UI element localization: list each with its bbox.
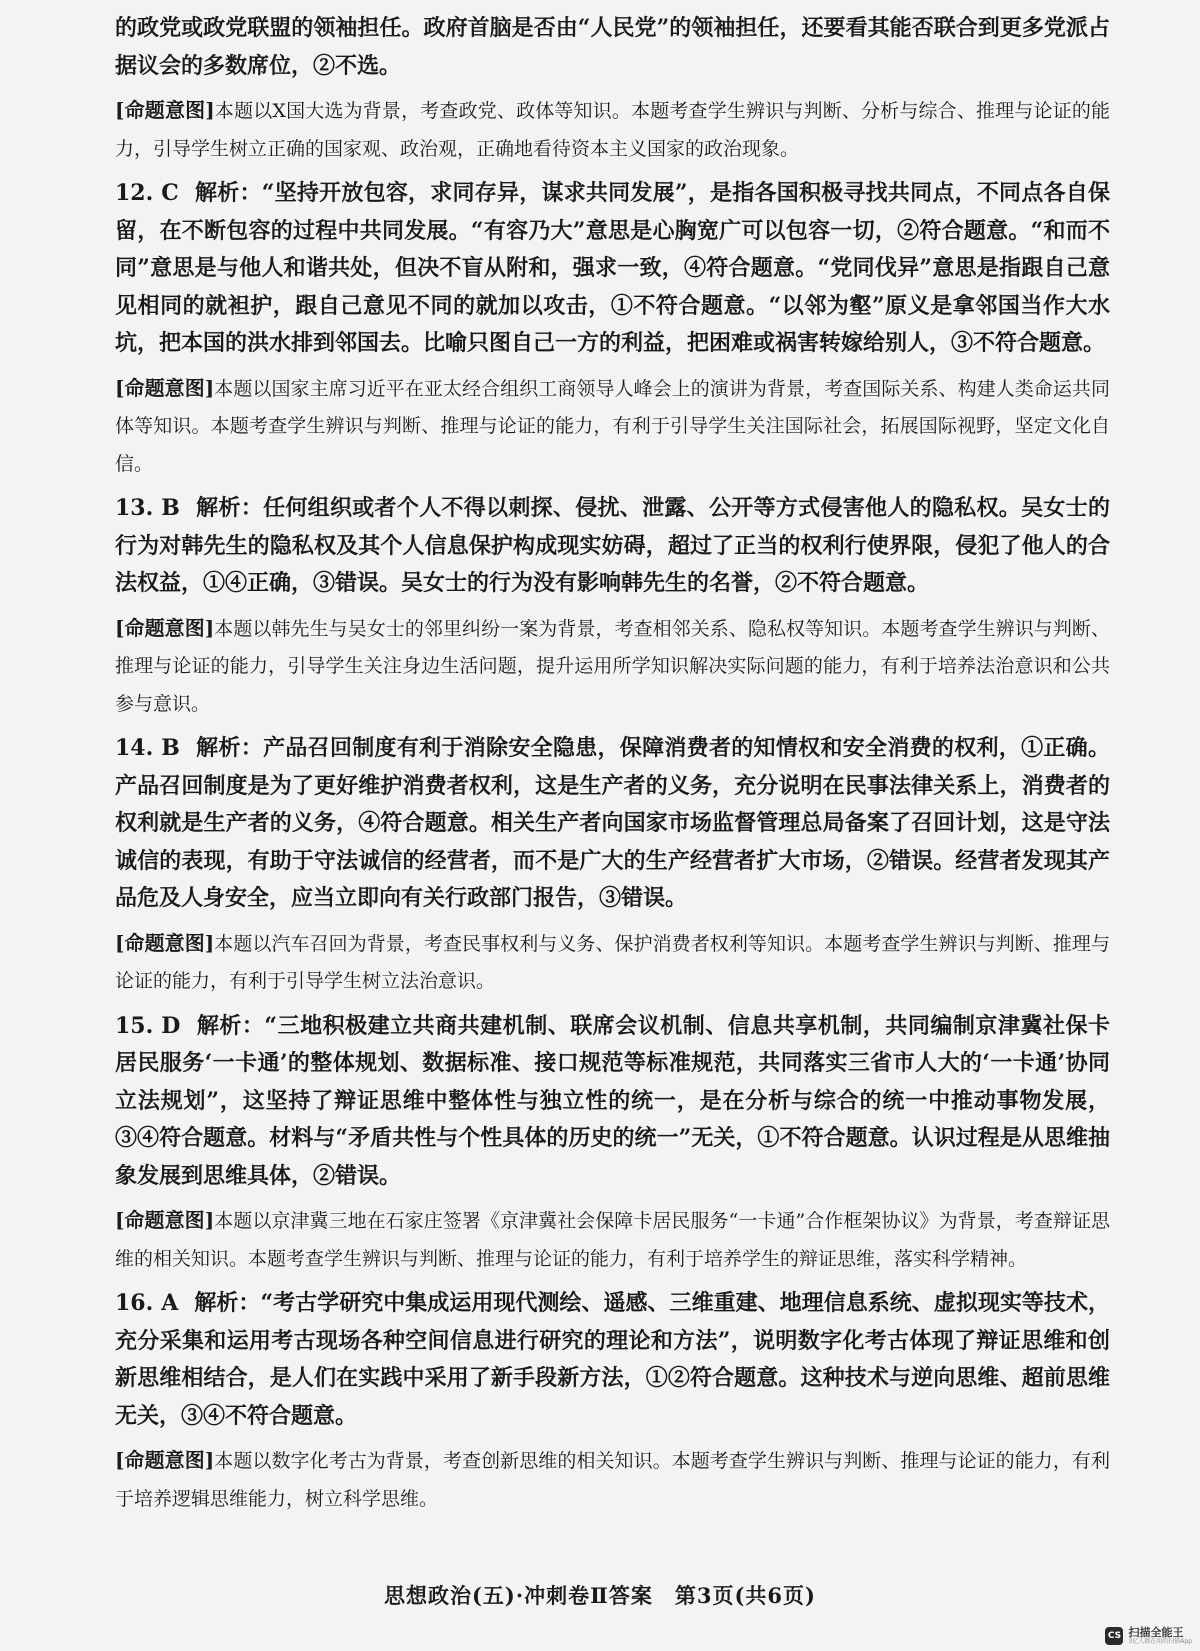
- analysis-text: “三地积极建立共商共建机制、联席会议机制、信息共享机制，共同编制京津冀社保卡居民服务‘一卡通’的整体规划、数据标准、接口规范等标准规范，共同落实三省市人大的‘一卡通’协同立法规划”，这坚持了辩证思维中整体性与独立性的统一，是在分析与综合的统一中推动事物发展，③④符合题意。材料与“矛盾共性与个性具体的历史的统一”无关，①不符合题意。认识过程是从思维抽象发展到思维具体，②错误。: [115, 1012, 1110, 1189]
- analysis-text: 任何组织或者个人不得以刺探、侵扰、泄露、公开等方式侵害他人的隐私权。吴女士的行为对韩先生的隐私权及其个人信息保护构成现实妨碍，超过了正当的权利行使界限，侵犯了他人的合法权益，①④正确，③错误。吴女士的行为没有影响韩先生的名誉，②不符合题意。: [115, 495, 1110, 596]
- intro-intent: [115, 92, 1110, 168]
- analysis-text: 产品召回制度有利于消除安全隐患，保障消费者的知情权和安全消费的权利，①正确。产品召回制度是为了更好维护消费者权利，这是生产者的义务，充分说明在民事法律关系上，消费者的权利就是生产者的义务，④符合题意。相关生产者向国家市场监督管理总局备案了召回计划，这是守法诚信的表现，有助于守法诚信的经营者，而不是广大的生产经营者扩大市场，②错误。经营者发现其产品危及人身安全，应当立即向有关行政部门报告，③错误。: [115, 735, 1110, 911]
- item-answer: B: [161, 735, 180, 761]
- intent-label: [命题意图]: [115, 1448, 215, 1472]
- camscanner-logo-icon: CS: [1105, 1627, 1123, 1645]
- analysis-label: 解析：: [194, 1290, 261, 1316]
- analysis-label: 解析：: [195, 495, 264, 521]
- page-footer: 思想政治(五)·冲刺卷Ⅱ答案 第3页(共6页): [384, 1583, 816, 1608]
- intent-text: 本题以数字化考古为背景，考查创新思维的相关知识。本题考查学生辨识与判断、推理与论证的能力，有利于培养逻辑思维能力，树立科学思维。: [115, 1450, 1110, 1510]
- intent-text: 本题以京津冀三地在石家庄签署《京津冀社会保障卡居民服务“一卡通”合作框架协议》为背景，考查辩证思维的相关知识。本题考查学生辨识与判断、推理与论证的能力，有利于培养学生的辩证思维，落实科学精神。: [115, 1210, 1110, 1270]
- item-number: 16.: [115, 1290, 154, 1316]
- intent-label: [命题意图]: [115, 98, 215, 122]
- item-answer: B: [161, 495, 180, 521]
- answer-item-13: [115, 490, 1110, 723]
- answer-item-15: [115, 1008, 1110, 1279]
- analysis-text: “考古学研究中集成运用现代测绘、遥感、三维重建、地理信息系统、虚拟现实等技术，充分采集和运用考古现场各种空间信息进行研究的理论和方法”，说明数字化考古体现了辩证思维和创新思维相结合，是人们在实践中采用了新手段新方法，①②符合题意。这种技术与逆向思维、超前思维无关，③④不符合题意。: [115, 1290, 1110, 1429]
- analysis-label: 解析：: [195, 735, 264, 761]
- item-number: 13.: [115, 495, 154, 521]
- item-number: 14.: [115, 735, 154, 761]
- intent-text: 本题以X国大选为背景，考查政党、政体等知识。本题考查学生辨识与判断、分析与综合、推理与论证的能力，引导学生树立正确的国家观、政治观，正确地看待资本主义国家的政治现象。: [115, 100, 1110, 160]
- intent-label: [命题意图]: [115, 1208, 215, 1232]
- answer-item-14: [115, 730, 1110, 1001]
- watermark-subtitle: 3亿人都在用的扫描App: [1128, 1637, 1192, 1645]
- item-answer: A: [161, 1290, 179, 1316]
- analysis-label: 解析：: [196, 1012, 265, 1039]
- intent-text: 本题以汽车召回为背景，考查民事权利与义务、保护消费者权利等知识。本题考查学生辨识与判断、推理与论证的能力，有利于引导学生树立法治意识。: [115, 932, 1110, 992]
- item-number: 15.: [115, 1012, 154, 1039]
- intent-label: [命题意图]: [115, 930, 215, 955]
- intent-text: 本题以国家主席习近平在亚太经合组织工商领导人峰会上的演讲为背景，考查国际关系、构建人类命运共同体等知识。本题考查学生辨识与判断、推理与论证的能力，有利于引导学生关注国际社会，拓展国际视野，坚定文化自信。: [115, 377, 1110, 475]
- intro-block: [115, 10, 1110, 168]
- answer-item-16: [115, 1285, 1110, 1518]
- scanner-watermark: [1105, 1627, 1192, 1645]
- watermark-title: 扫描全能王: [1128, 1626, 1184, 1640]
- analysis-label: 解析：: [194, 180, 262, 206]
- intent-label: [命题意图]: [115, 375, 215, 400]
- answer-item-12: [115, 175, 1110, 483]
- item-answer: C: [161, 180, 179, 206]
- item-answer: D: [161, 1012, 181, 1039]
- intro-text: 的政党或政党联盟的领袖担任。政府首脑是否由“人民党”的领袖担任，还要看其能否联合到更多党派占据议会的多数席位，②不选。: [115, 15, 1110, 79]
- intent-text: 本题以韩先生与吴女士的邻里纠纷一案为背景，考查相邻关系、隐私权等知识。本题考查学生辨识与判断、推理与论证的能力，引导学生关注身边生活问题，提升运用所学知识解决实际问题的能力，有利于培养法治意识和公共参与意识。: [115, 617, 1110, 715]
- intent-label: [命题意图]: [115, 615, 215, 640]
- analysis-text: “坚持开放包容，求同存异，谋求共同发展”，是指各国积极寻找共同点，不同点各自保留，在不断包容的过程中共同发展。“有容乃大”意思是心胸宽广可以包容一切，②符合题意。“和而不同”意思是与他人和谐共处，但决不盲从附和，强求一致，④符合题意。“党同伐异”意思是指跟自己意见相同的就袒护，跟自己意见不同的就加以攻击，①不符合题意。“以邻为壑”原义是拿邻国当作大水坑，把本国的洪水排到邻国去。比喻只图自己一方的利益，把困难或祸害转嫁给别人，③不符合题意。: [115, 180, 1110, 356]
- item-number: 12.: [115, 180, 154, 206]
